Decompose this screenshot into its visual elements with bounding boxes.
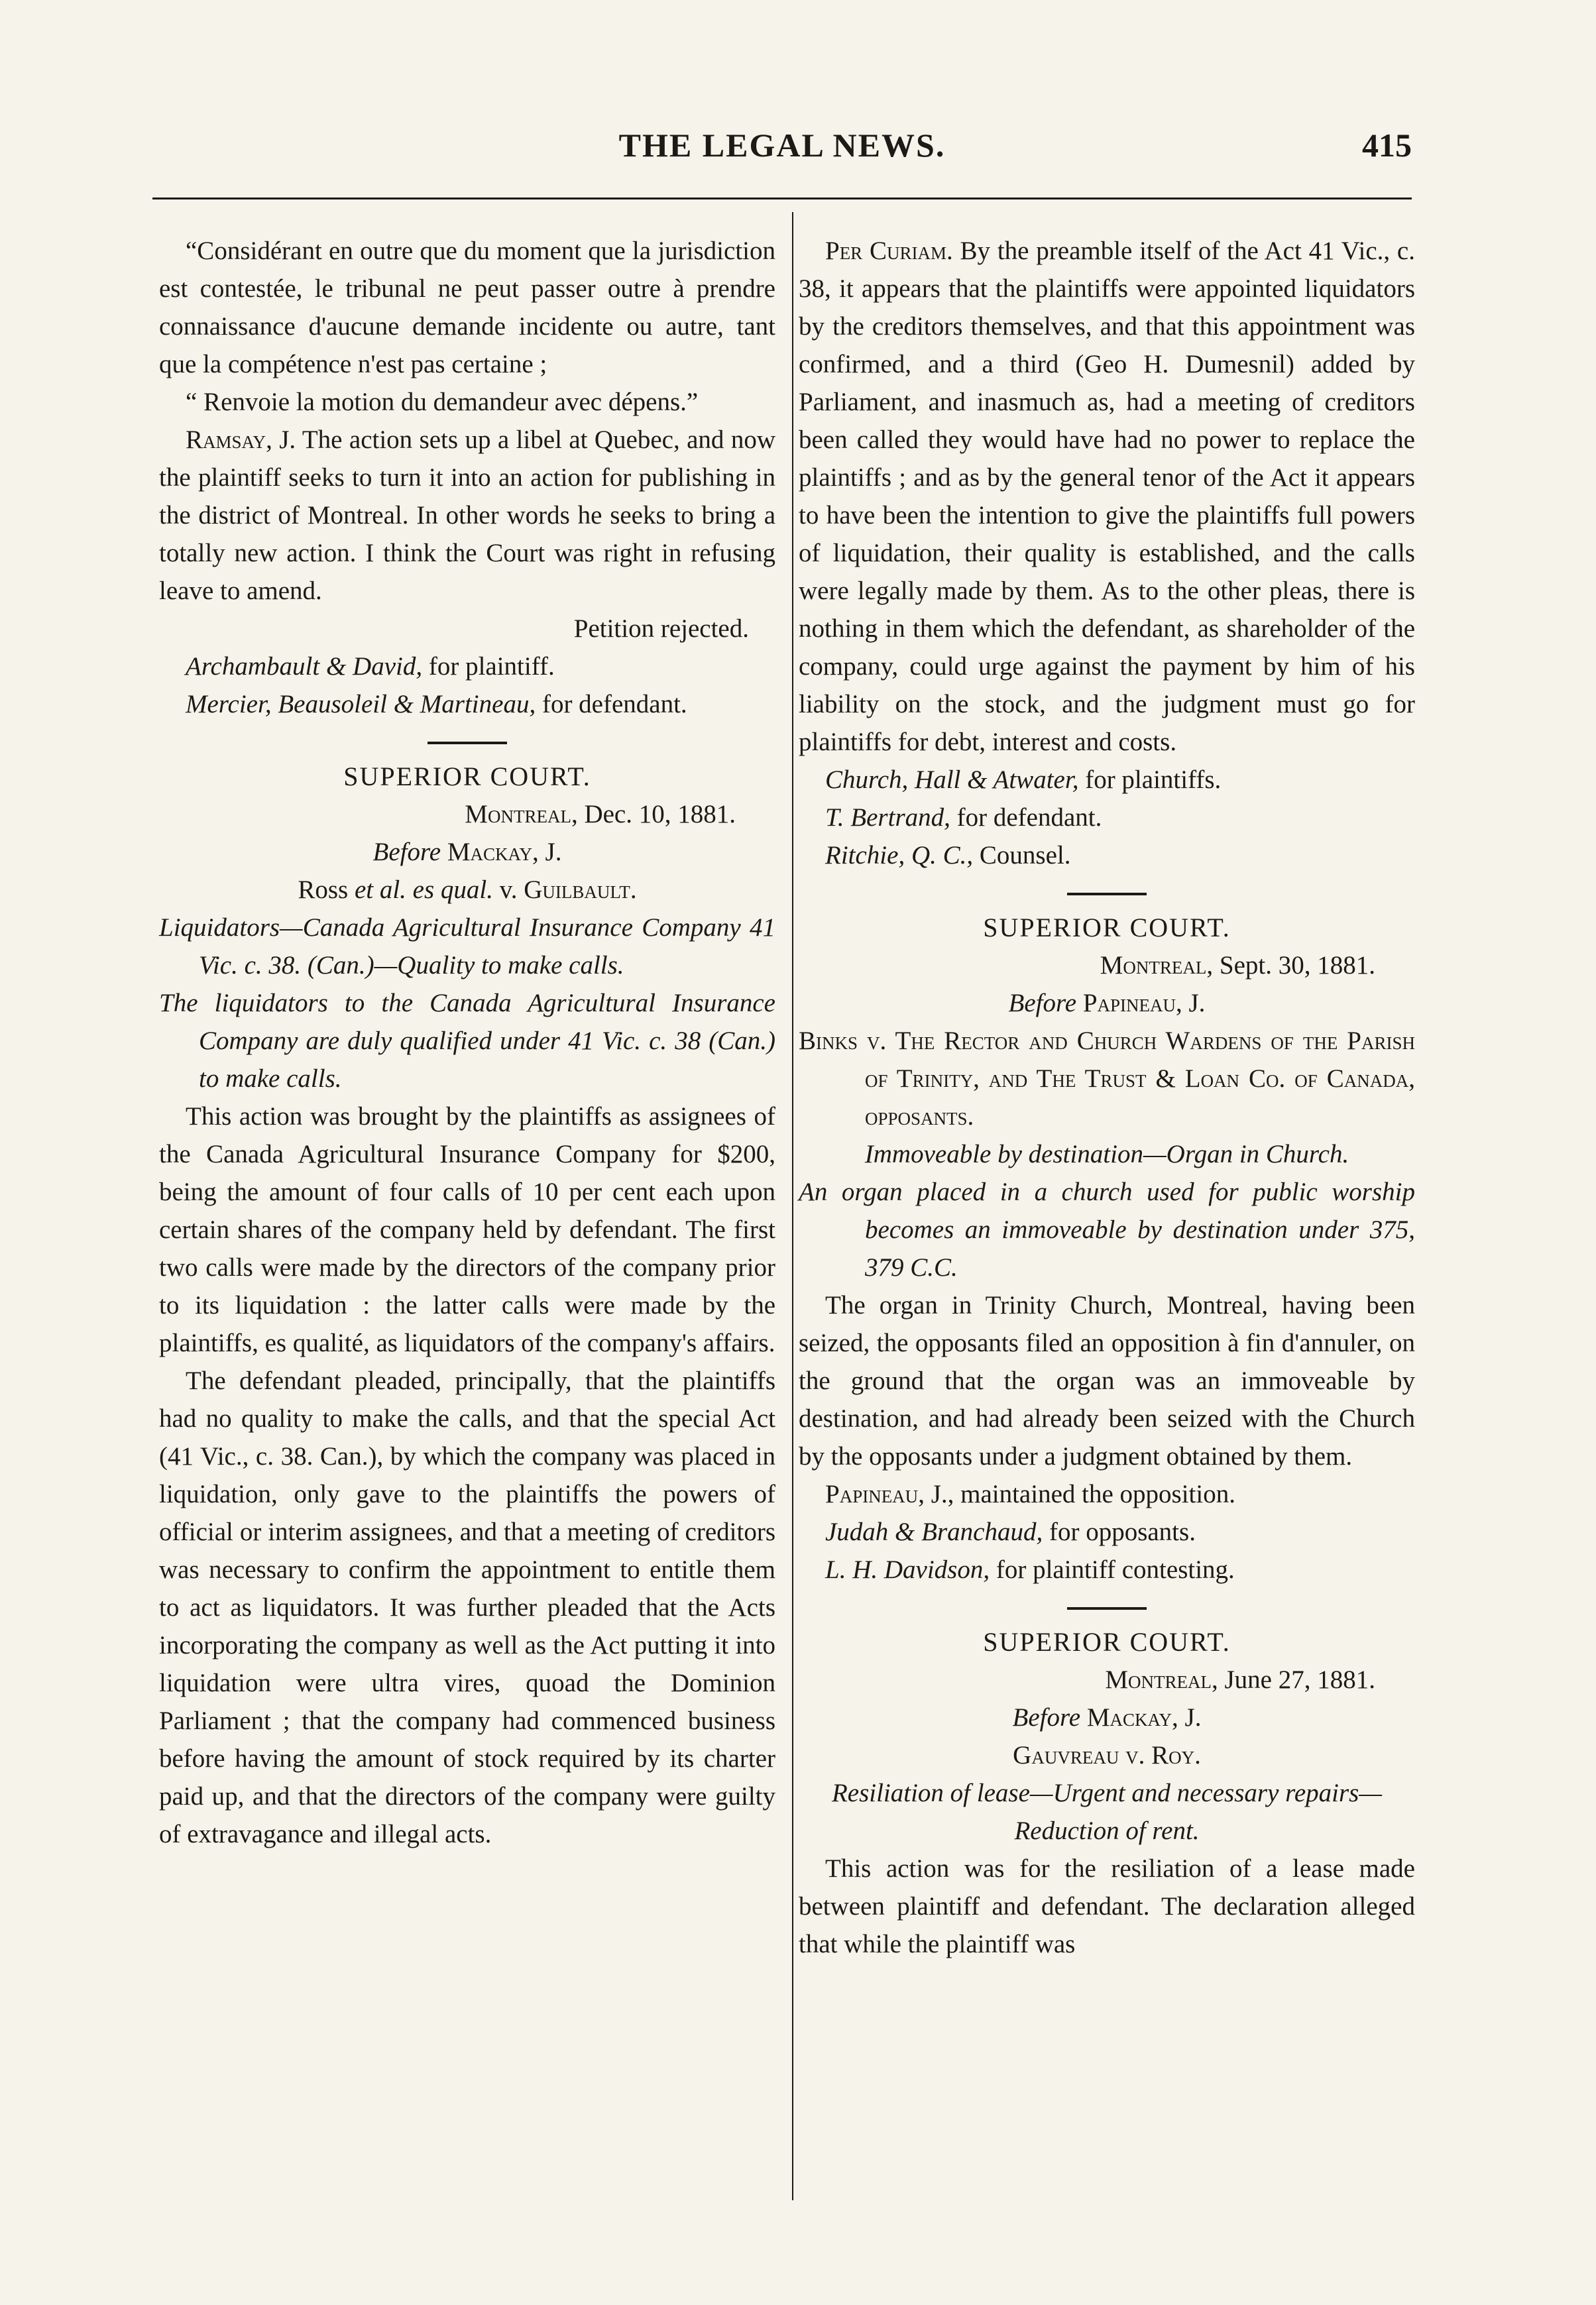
versus: v. (493, 875, 524, 904)
date: , June 27, 1881. (1212, 1665, 1375, 1694)
header-rule (152, 197, 1412, 199)
counsel-role: Counsel. (973, 841, 1071, 870)
column-divider (792, 212, 793, 2200)
party-qualifier: et al. es qual. (354, 875, 494, 904)
paragraph: “Considérant en outre que du moment que la jurisdiction est contestée, le tribunal ne peut passer outre à prendre connaissance d'aucune demande incidente ou autre, tant que la compétence n'est pas certaine ; (159, 237, 775, 378)
counsel-role: for plaintiffs. (1078, 765, 1222, 794)
counsel-line (799, 1551, 1415, 1589)
party: Ross (298, 875, 355, 904)
counsel-line (799, 761, 1415, 799)
paragraph: “ Renvoie la motion du demandeur avec dépens.” (186, 388, 699, 416)
counsel-role: for opposants. (1043, 1518, 1196, 1546)
judge-name: Papineau (825, 1480, 919, 1508)
page-header (152, 126, 1412, 186)
section-rule (428, 742, 507, 744)
headnote: Immoveable by destination—Organ in Church. (864, 1140, 1349, 1168)
before-label: Before (1008, 989, 1077, 1017)
judge: Papineau, J. (1076, 989, 1206, 1017)
counsel-name: Mercier, Beausoleil & Martineau, (186, 690, 536, 718)
dateline (799, 1661, 1415, 1699)
case-parties: Gauvreau v. Roy. (1013, 1741, 1201, 1770)
paragraph (159, 421, 775, 610)
counsel-name: Judah & Branchaud, (825, 1518, 1043, 1546)
before-line (799, 984, 1415, 1022)
place: Montreal (465, 800, 571, 828)
paragraph: This action was for the resiliation of a lease made between plaintiff and defendant. The declaration alleged that while the plaintiff was (799, 1854, 1415, 1958)
judge-name: Ramsay (186, 425, 266, 454)
counsel-name: Ritchie, Q. C., (825, 841, 974, 870)
counsel-role: for defendant. (536, 690, 687, 718)
counsel-line (159, 685, 775, 723)
place: Montreal (1105, 1665, 1212, 1694)
paragraph-text: , J., maintained the opposition. (918, 1480, 1235, 1508)
counsel-line (799, 1513, 1415, 1551)
paragraph-text: By the preamble itself of the Act 41 Vic., c. 38, it appears that the plaintiffs were appointed liquidators by the creditors themselves, and that this appointment was confirmed, and a third (Geo H. Dumesnil) added by Parliament, and inasmuch as, had a meeting of creditors been called they would have had no power to replace the plaintiffs ; and as by the general tenor of the Act it appears to have been the intention to give the plaintiffs full powers of liquidation, their quality is established, and the calls were legally made by them. As to the other pleas, there is nothing in them which the defendant, as shareholder of the company, could urge against the payment by him of his liability on the stock, and the judgment must go for plaintiffs for debt, interest and costs. (799, 237, 1415, 756)
dateline (159, 795, 775, 833)
before-line (159, 833, 775, 871)
paragraph: This action was brought by the plaintiffs as assignees of the Canada Agricultural Insurance Company for $200, being the amount of four calls of 10 per cent each upon certain shares of the company held by defendant. The first two calls were made by the directors of the company prior to its liquidation : the latter calls were made by the plaintiffs, es qualité, as liquidators of the company's affairs. (159, 1102, 775, 1357)
before-label: Before (372, 838, 441, 866)
court-heading: SUPERIOR COURT. (983, 1627, 1231, 1657)
headnote: Liquidators—Canada Agricultural Insurance Company 41 Vic. c. 38. (Can.)—Quality to make calls. (159, 913, 775, 980)
date: , Sept. 30, 1881. (1206, 951, 1375, 980)
place: Montreal (1100, 951, 1207, 980)
dateline (799, 946, 1415, 984)
before-line (799, 1699, 1415, 1736)
headnote: Resiliation of lease—Urgent and necessary repairs— Reduction of rent. (831, 1779, 1383, 1845)
paragraph: The organ in Trinity Church, Montreal, having been seized, the opposants filed an opposition à fin d'annuler, on the ground that the organ was an immoveable by destination, and had already been seized with the Church by the opposants under a judgment obtained by them. (799, 1291, 1415, 1471)
counsel-name: Church, Hall & Atwater, (825, 765, 1079, 794)
section-rule (1067, 1607, 1147, 1610)
before-label: Before (1012, 1703, 1081, 1732)
court-heading: SUPERIOR COURT. (983, 913, 1231, 942)
counsel-role: for defendant. (950, 803, 1102, 832)
paragraph: The defendant pleaded, principally, that the plaintiffs had no quality to make the calls, and that the special Act (41 Vic., c. 38. Can.), by which the company was placed in liquidation, only gave to the plaintiffs the powers of official or interim assignees, and that a meeting of creditors was necessary to confirm the appointment to entitle them to act as liquidators. It was further pleaded that the Acts incorporating the company as well as the Act putting it into liquidation were ultra vires, quoad the Dominion Parliament ; that the company had commenced business before having the amount of stock required by its charter paid up, and that the directors of the company were guilty of extravagance and illegal acts. (159, 1367, 775, 1848)
counsel-role: for plaintiff. (422, 652, 555, 681)
party: Guilbault. (524, 875, 637, 904)
case-parties: Binks v. The Rector and Church Wardens of the Parish of Trinity, and The Trust & Loan Co. of Canada, opposants. (799, 1027, 1415, 1131)
date: , Dec. 10, 1881. (571, 800, 736, 828)
counsel-line (799, 836, 1415, 874)
counsel-line (799, 799, 1415, 836)
section-rule (1067, 893, 1147, 895)
counsel-role: for plaintiff contesting. (990, 1555, 1235, 1584)
journal-title: THE LEGAL NEWS. (618, 127, 946, 164)
judge: Mackay, J. (441, 838, 562, 866)
left-column (159, 232, 775, 1853)
headnote: The liquidators to the Canada Agricultural Insurance Company are duly qualified under 41 Vic. c. 38 (Can.) to make calls. (159, 989, 775, 1093)
result: Petition rejected. (573, 614, 749, 643)
counsel-name: T. Bertrand, (825, 803, 950, 832)
paragraph-text: , J. The action sets up a libel at Quebec, and now the plaintiff seeks to turn it into an action for publishing in the district of Montreal. In other words he seeks to bring a totally new action. I think the Court was right in refusing leave to amend. (159, 425, 775, 605)
right-column (799, 232, 1415, 1963)
paragraph (799, 1475, 1415, 1513)
headnote: An organ placed in a church used for public worship becomes an immoveable by destination under 375, 379 C.C. (799, 1178, 1415, 1282)
counsel-line (159, 647, 775, 685)
judge: Mackay, J. (1080, 1703, 1202, 1732)
page-number: 415 (1362, 127, 1412, 164)
counsel-name: L. H. Davidson, (825, 1555, 990, 1584)
counsel-name: Archambault & David, (186, 652, 423, 681)
court-heading: SUPERIOR COURT. (343, 761, 591, 791)
per-curiam: Per Curiam. (825, 237, 953, 265)
paragraph (799, 232, 1415, 761)
case-parties (159, 871, 775, 909)
